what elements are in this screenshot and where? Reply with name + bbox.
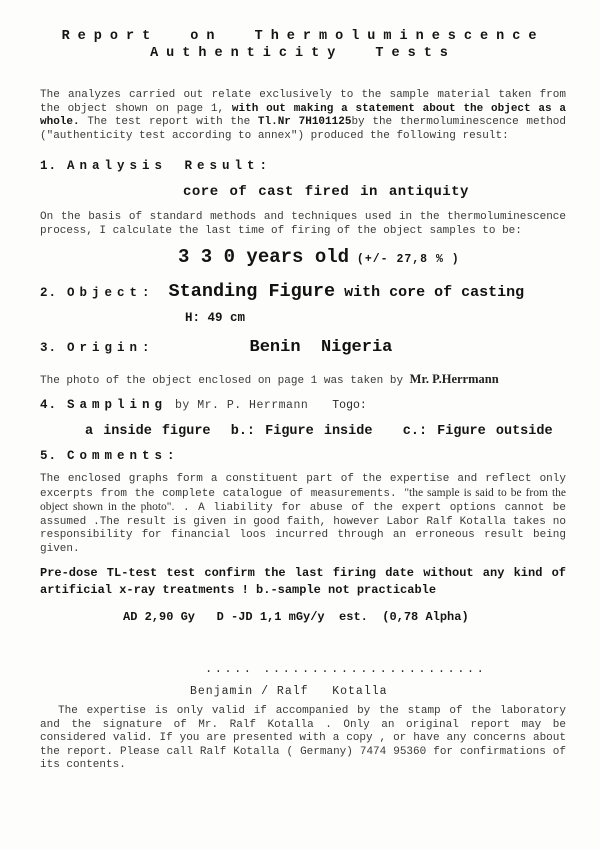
report-title-line1: Report on Thermoluminescence [61,29,545,44]
section-analysis-heading [40,159,566,173]
sampling-samples-list: a inside figure b.: Figure inside c.: Figure outside [85,424,553,439]
section-analysis-label: Analysis Result: [67,159,273,173]
signature-dotted-line: ..... ....................... [205,662,487,676]
intro-text-3: by the thermoluminescence method ("authenticity test according to annex") produced the following result: [40,116,566,142]
intro-text-1: The analyzes carried out relate exclusively to the sample material taken from the object shown on page 1, [40,89,566,115]
object-height: H: 49 cm [185,311,246,325]
intro-bold-statement: with out making a statement about the object as a whole. [40,102,566,128]
section-comments-heading [40,449,566,463]
age-value: 3 3 0 years old [178,246,350,268]
photo-credit-line [40,372,566,387]
photo-credit-name: Mr. P.Herrmann [409,372,499,386]
section-object-number: 2. [40,286,58,300]
section-origin-label: Origin: [67,341,155,355]
intro-text-2: The test report with the [79,116,258,128]
intro-paragraph [40,89,566,143]
section-object-heading [40,281,566,302]
section-analysis-number: 1. [40,159,58,173]
section-origin-number: 3. [40,341,58,355]
dose-values-line: AD 2,90 Gy D -JD 1,1 mGy/y est. (0,78 Alpha) [123,610,469,624]
object-name-rest: with core of casting [335,284,525,301]
sampling-location: Togo: [332,399,367,412]
section-comments-number: 5. [40,449,58,463]
section-origin-heading [40,338,566,357]
signature-name: Benjamin / Ralf Kotalla [190,685,388,698]
comments-paragraph [40,473,566,556]
sampling-by-text: by Mr. P. Herrmann [175,399,309,412]
section-sampling-number: 4. [40,398,58,412]
origin-value: Benin Nigeria [249,338,393,357]
age-tolerance: (+/- 27,8 % ) [349,253,460,266]
intro-tl-number: Tl.Nr 7H101125 [257,116,352,128]
analysis-basis-paragraph: On the basis of standard methods and techniques used in the thermoluminescence process, I calculate the last time of firing of the object samples to be: [40,211,566,237]
section-sampling-label: Sampling [67,398,168,412]
report-title [40,28,566,62]
report-title-line2: Authenticity Tests [150,46,456,61]
object-name-large: Standing Figure [168,281,336,302]
analysis-result-value: core of cast fired in antiquity [183,184,469,200]
comments-text-1: The enclosed graphs form a constituent part of the expertise and reflect only excerpts from the complete catalogue of measurements. [40,473,566,500]
photo-credit-text: The photo of the object enclosed on page 1 was taken by [40,375,410,387]
age-result-line [178,246,566,268]
section-comments-label: Comments: [67,449,180,463]
comments-text-2: . A liability for abuse of the expert options cannot be assumed .The result is given in good faith, however Labor Ralf Kotalla takes no responsibility for financial loos incurred through an erroneous result being given. [40,502,566,555]
section-sampling-heading [40,398,566,412]
predose-statement: Pre-dose TL-test test confirm the last firing date without any kind of artificial x-ray treatments ! b.-sample not practicable [40,566,566,597]
comments-serif-quote: "the sample is said to be from the object shown in the photo". [40,486,566,513]
section-object-label: Object: [67,286,155,300]
footer-validity-paragraph: The expertise is only valid if accompanied by the stamp of the laboratory and the signature of Mr. Ralf Kotalla . Only an original report may be considered valid. If you are presented with a copy , or have any concerns about the report. Please call Ralf Kotalla ( Germany) 7474 95360 for confirmations of its contents. [40,705,566,771]
